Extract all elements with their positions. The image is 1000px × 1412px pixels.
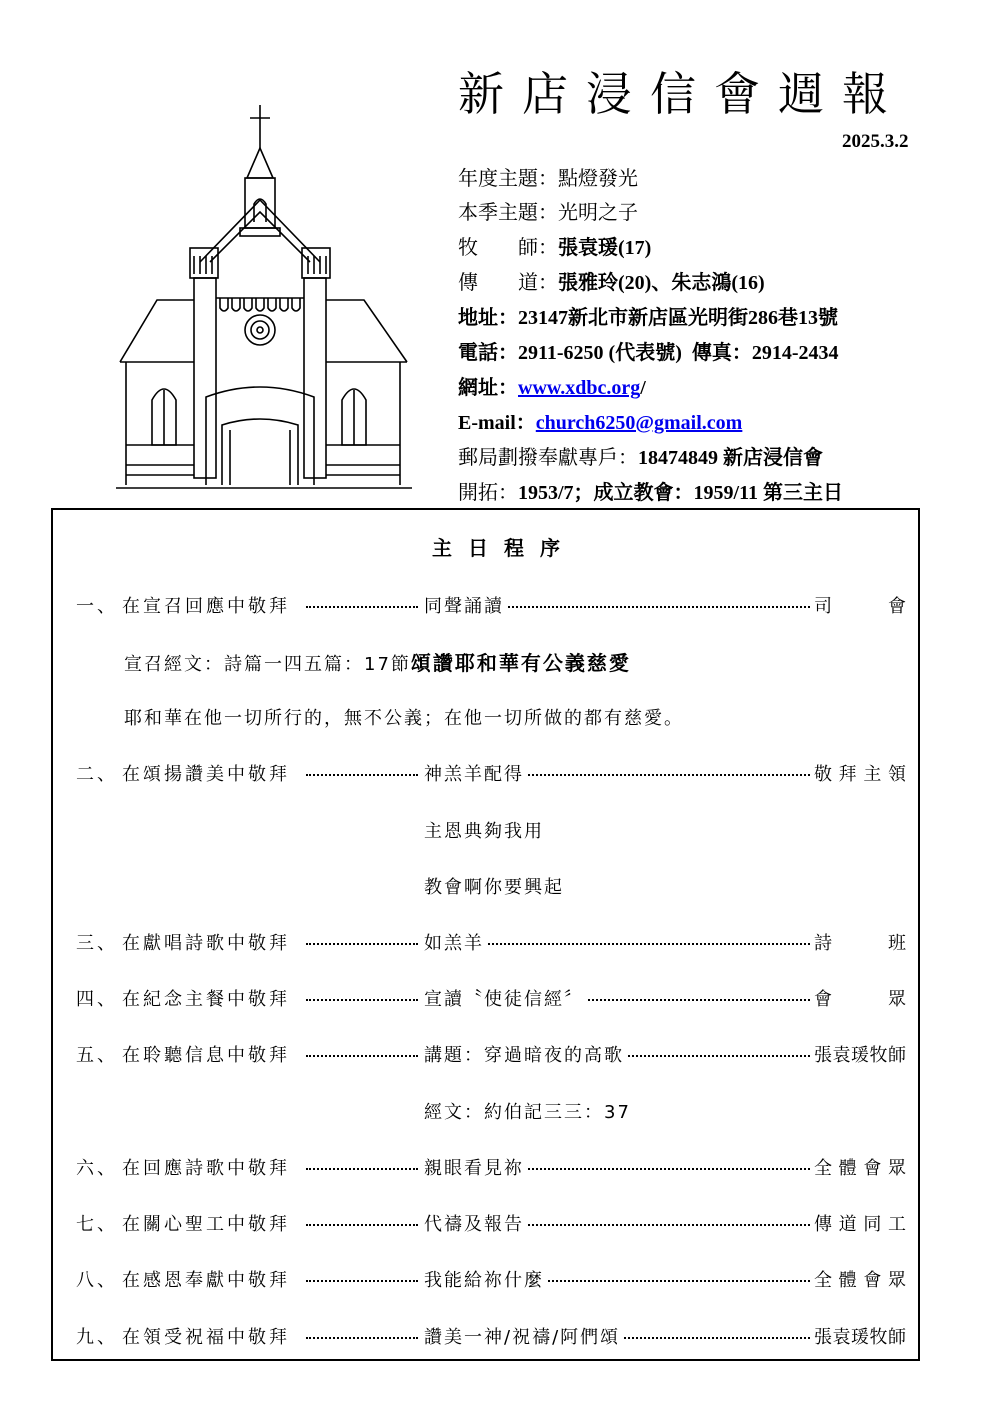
pastor-info: 牧 師：張袁瑗(17) bbox=[458, 237, 652, 259]
row-leader-dots bbox=[306, 1280, 418, 1282]
row-number: 七、 bbox=[76, 1214, 118, 1235]
row-person: 張袁瑗牧師 bbox=[814, 1327, 906, 1348]
call-verse: 宣召經文：詩篇一四五篇：17節頌讚耶和華有公義慈愛 bbox=[124, 651, 631, 675]
row-section: 在聆聽信息中敬拜 bbox=[122, 1045, 290, 1066]
address-info: 地址：23147新北市新店區光明街286巷13號 bbox=[458, 307, 838, 329]
postal-info: 郵局劃撥奉獻專戶：18474849 新店浸信會 bbox=[458, 447, 823, 469]
call-verse-text: 耶和華在他一切所行的，無不公義；在他一切所做的都有慈愛。 bbox=[124, 708, 684, 729]
song-2: 主恩典夠我用 bbox=[424, 821, 544, 842]
row-item: 如羔羊 bbox=[424, 929, 488, 955]
song-3: 教會啊你要興起 bbox=[424, 877, 564, 898]
row-section: 在領受祝福中敬拜 bbox=[122, 1327, 290, 1348]
founded-info: 開拓：1953/7；成立教會：1959/11 第三主日 bbox=[458, 482, 844, 504]
row-item: 同聲誦讀 bbox=[424, 592, 508, 618]
program-row bbox=[76, 592, 906, 622]
season-theme: 本季主題：光明之子 bbox=[458, 202, 638, 224]
program-title: 主日程序 bbox=[432, 536, 576, 560]
row-number: 三、 bbox=[76, 933, 118, 954]
program-row bbox=[76, 929, 906, 959]
scripture-reading: 經文：約伯記三三：37 bbox=[424, 1102, 631, 1123]
row-item: 我能給祢什麼 bbox=[424, 1266, 548, 1292]
row-section: 在紀念主餐中敬拜 bbox=[122, 989, 290, 1010]
preacher-info: 傳 道：張雅玲(20)、朱志鴻(16) bbox=[458, 272, 765, 294]
email-info: E-mail：church6250@gmail.com bbox=[458, 412, 743, 434]
row-leader-dots bbox=[306, 943, 418, 945]
row-person: 敬拜主領 bbox=[814, 764, 906, 785]
row-number: 六、 bbox=[76, 1158, 118, 1179]
row-item: 神羔羊配得 bbox=[424, 760, 528, 786]
program-row bbox=[76, 1154, 906, 1184]
row-leader-dots bbox=[306, 606, 418, 608]
row-leader-dots bbox=[306, 1055, 418, 1057]
row-number: 八、 bbox=[76, 1270, 118, 1291]
row-person: 會眾 bbox=[814, 989, 906, 1010]
row-section: 在回應詩歌中敬拜 bbox=[122, 1158, 290, 1179]
row-number: 九、 bbox=[76, 1327, 118, 1348]
website-link[interactable]: www.xdbc.org bbox=[518, 377, 641, 399]
bulletin-date: 2025.3.2 bbox=[842, 131, 909, 152]
program-row bbox=[76, 1266, 906, 1296]
row-section: 在獻唱詩歌中敬拜 bbox=[122, 933, 290, 954]
row-number: 一、 bbox=[76, 596, 118, 617]
church-illustration bbox=[112, 100, 417, 495]
row-leader-dots bbox=[306, 774, 418, 776]
row-leader-dots bbox=[306, 1337, 418, 1339]
row-item: 講題：穿過暗夜的高歌 bbox=[424, 1041, 628, 1067]
email-link[interactable]: church6250@gmail.com bbox=[535, 412, 743, 434]
row-leader-dots bbox=[306, 999, 418, 1001]
row-number: 五、 bbox=[76, 1045, 118, 1066]
program-row bbox=[76, 1210, 906, 1240]
website-info: 網址：www.xdbc.org/ bbox=[458, 377, 646, 399]
program-row bbox=[76, 1323, 906, 1353]
program-row bbox=[76, 1041, 906, 1071]
row-item: 讚美一神/祝禱/阿們頌 bbox=[424, 1323, 624, 1349]
row-leader-dots bbox=[306, 1224, 418, 1226]
row-person: 全體會眾 bbox=[814, 1158, 906, 1179]
row-section: 在宣召回應中敬拜 bbox=[122, 596, 290, 617]
program-row bbox=[76, 760, 906, 790]
row-person: 傳道同工 bbox=[814, 1214, 906, 1235]
program-row bbox=[76, 985, 906, 1015]
bulletin-title: 新店浸信會週報 bbox=[458, 67, 906, 121]
row-section: 在感恩奉獻中敬拜 bbox=[122, 1270, 290, 1291]
row-leader-dots bbox=[306, 1168, 418, 1170]
row-item: 親眼看見祢 bbox=[424, 1154, 528, 1180]
row-number: 二、 bbox=[76, 764, 118, 785]
row-person: 全體會眾 bbox=[814, 1270, 906, 1291]
phone-info: 電話：2911-6250 (代表號) 傳真：2914-2434 bbox=[458, 342, 839, 364]
row-item: 代禱及報告 bbox=[424, 1210, 528, 1236]
row-person: 張袁瑗牧師 bbox=[814, 1045, 906, 1066]
row-section: 在關心聖工中敬拜 bbox=[122, 1214, 290, 1235]
row-person: 詩班 bbox=[814, 933, 906, 954]
row-section: 在頌揚讚美中敬拜 bbox=[122, 764, 290, 785]
row-number: 四、 bbox=[76, 989, 118, 1010]
annual-theme: 年度主題：點燈發光 bbox=[458, 168, 638, 190]
row-item: 宣讀〝使徒信經〞 bbox=[424, 985, 588, 1011]
row-person: 司會 bbox=[814, 596, 906, 617]
